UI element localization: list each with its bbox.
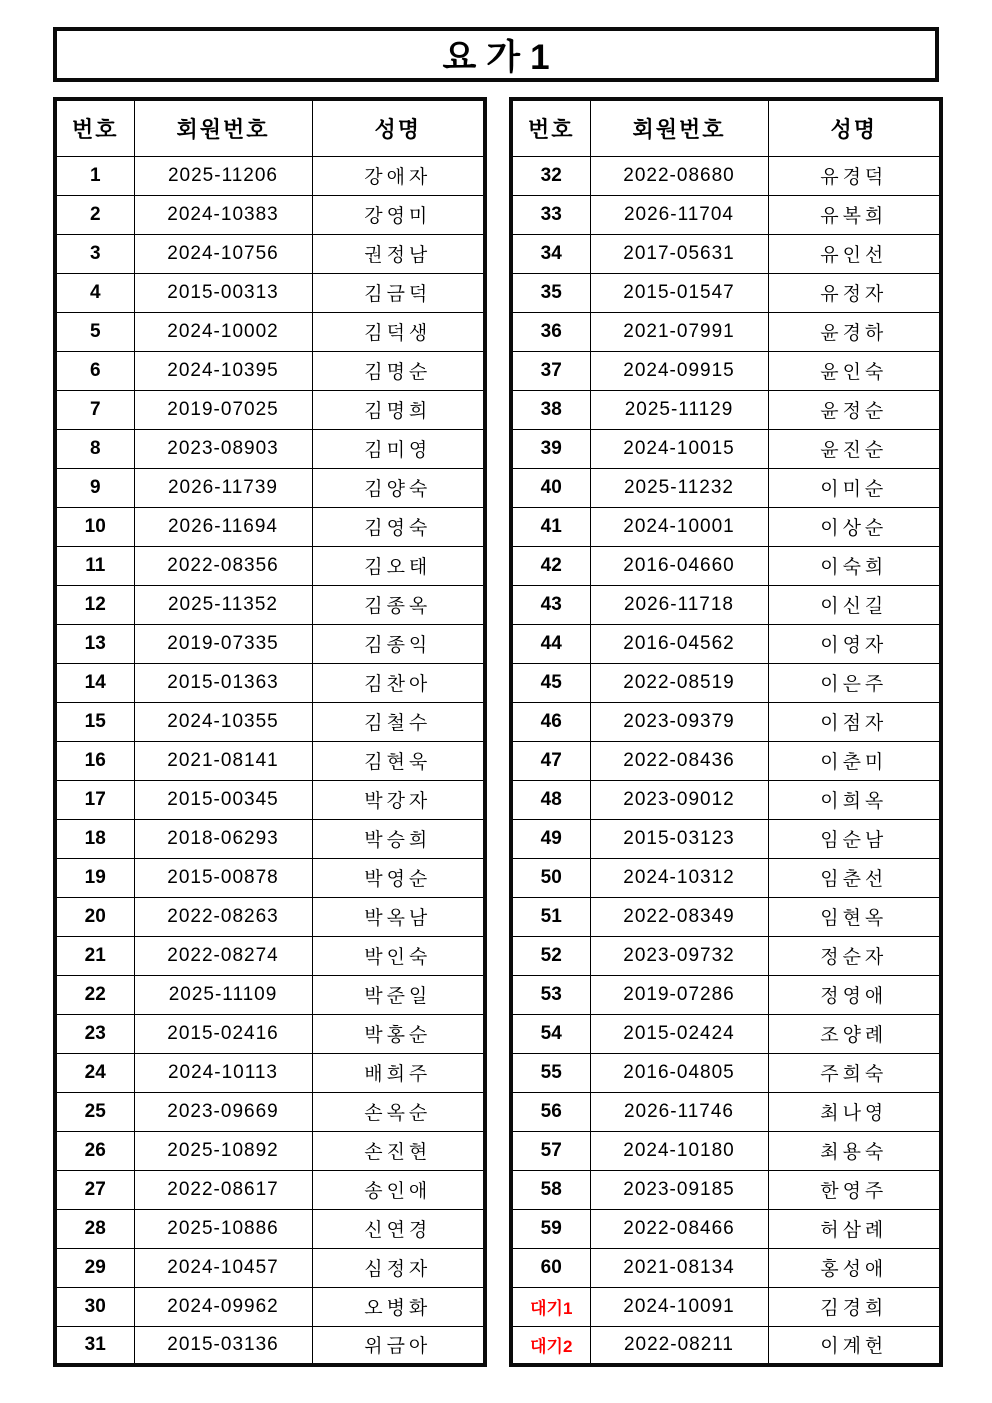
member-name: 유복희 <box>768 195 941 234</box>
member-name: 강영미 <box>312 195 485 234</box>
member-number: 2025-10886 <box>134 1209 312 1248</box>
table-row <box>55 1014 485 1053</box>
member-number: 2015-02416 <box>134 1014 312 1053</box>
member-number: 2022-08349 <box>590 897 768 936</box>
member-number: 2015-00878 <box>134 858 312 897</box>
row-number: 35 <box>511 273 590 312</box>
table-row <box>55 273 485 312</box>
table-row <box>55 234 485 273</box>
row-number: 27 <box>55 1170 134 1209</box>
member-name: 배희주 <box>312 1053 485 1092</box>
member-name: 이은주 <box>768 663 941 702</box>
table-row <box>511 741 941 780</box>
member-number: 2019-07025 <box>134 390 312 429</box>
member-number: 2024-10312 <box>590 858 768 897</box>
member-name: 김양숙 <box>312 468 485 507</box>
table-row <box>55 663 485 702</box>
row-number: 18 <box>55 819 134 858</box>
row-number: 25 <box>55 1092 134 1131</box>
member-number: 2025-11129 <box>590 390 768 429</box>
row-number: 19 <box>55 858 134 897</box>
header-row <box>55 99 485 156</box>
row-number: 16 <box>55 741 134 780</box>
table-row <box>55 468 485 507</box>
row-number: 53 <box>511 975 590 1014</box>
row-number: 21 <box>55 936 134 975</box>
member-name: 윤진순 <box>768 429 941 468</box>
row-number: 37 <box>511 351 590 390</box>
table-row <box>511 975 941 1014</box>
table-row <box>55 1287 485 1326</box>
member-name: 최용숙 <box>768 1131 941 1170</box>
row-number: 54 <box>511 1014 590 1053</box>
row-number: 34 <box>511 234 590 273</box>
table-row <box>511 1014 941 1053</box>
member-name: 김현욱 <box>312 741 485 780</box>
member-number: 2022-08263 <box>134 897 312 936</box>
member-name: 김명순 <box>312 351 485 390</box>
row-number: 9 <box>55 468 134 507</box>
row-number: 2 <box>55 195 134 234</box>
row-number: 30 <box>55 1287 134 1326</box>
table-row <box>55 975 485 1014</box>
row-number: 11 <box>55 546 134 585</box>
table-row <box>511 390 941 429</box>
member-number: 2015-01547 <box>590 273 768 312</box>
member-number: 2024-10091 <box>590 1287 768 1326</box>
member-number: 2025-11232 <box>590 468 768 507</box>
member-number: 2025-11109 <box>134 975 312 1014</box>
column-header-no: 번호 <box>55 99 134 156</box>
row-number: 14 <box>55 663 134 702</box>
member-name: 박승희 <box>312 819 485 858</box>
member-number: 2026-11704 <box>590 195 768 234</box>
header-row <box>511 99 941 156</box>
member-number: 2023-09012 <box>590 780 768 819</box>
member-name: 임현옥 <box>768 897 941 936</box>
member-name: 김종익 <box>312 624 485 663</box>
table-row <box>55 1131 485 1170</box>
table-row <box>511 468 941 507</box>
row-number: 23 <box>55 1014 134 1053</box>
member-name: 권정남 <box>312 234 485 273</box>
roster-table-right <box>509 97 943 1367</box>
member-name: 주희숙 <box>768 1053 941 1092</box>
member-name: 허삼례 <box>768 1209 941 1248</box>
row-number: 59 <box>511 1209 590 1248</box>
row-number: 39 <box>511 429 590 468</box>
table-row <box>511 858 941 897</box>
member-number: 2024-10395 <box>134 351 312 390</box>
row-number: 55 <box>511 1053 590 1092</box>
member-name: 김금덕 <box>312 273 485 312</box>
row-number: 49 <box>511 819 590 858</box>
member-number: 2015-01363 <box>134 663 312 702</box>
member-number: 2021-08141 <box>134 741 312 780</box>
row-number: 7 <box>55 390 134 429</box>
member-name: 임순남 <box>768 819 941 858</box>
member-number: 2016-04660 <box>590 546 768 585</box>
row-number: 57 <box>511 1131 590 1170</box>
member-name: 이계헌 <box>768 1326 941 1365</box>
member-number: 2026-11694 <box>134 507 312 546</box>
member-name: 윤인숙 <box>768 351 941 390</box>
row-number: 42 <box>511 546 590 585</box>
table-row <box>511 507 941 546</box>
row-number: 28 <box>55 1209 134 1248</box>
row-number: 17 <box>55 780 134 819</box>
member-name: 이춘미 <box>768 741 941 780</box>
table-row <box>511 819 941 858</box>
member-name: 박영순 <box>312 858 485 897</box>
member-number: 2018-06293 <box>134 819 312 858</box>
table-row <box>55 1209 485 1248</box>
table-row <box>511 585 941 624</box>
member-number: 2026-11739 <box>134 468 312 507</box>
table-row <box>55 819 485 858</box>
member-number: 2025-10892 <box>134 1131 312 1170</box>
member-number: 2022-08466 <box>590 1209 768 1248</box>
member-name: 김경희 <box>768 1287 941 1326</box>
table-row <box>511 1092 941 1131</box>
member-name: 박강자 <box>312 780 485 819</box>
table-row <box>511 273 941 312</box>
member-number: 2024-09915 <box>590 351 768 390</box>
member-number: 2024-10756 <box>134 234 312 273</box>
row-number: 32 <box>511 156 590 195</box>
member-name: 위금아 <box>312 1326 485 1365</box>
member-name: 이영자 <box>768 624 941 663</box>
table-row <box>55 624 485 663</box>
table-row <box>511 1248 941 1287</box>
table-row <box>55 585 485 624</box>
table-row <box>511 702 941 741</box>
member-name: 유인선 <box>768 234 941 273</box>
member-name: 윤정순 <box>768 390 941 429</box>
table-row <box>55 1053 485 1092</box>
member-number: 2015-03123 <box>590 819 768 858</box>
member-name: 손진현 <box>312 1131 485 1170</box>
row-number: 24 <box>55 1053 134 1092</box>
row-number: 44 <box>511 624 590 663</box>
member-number: 2021-08134 <box>590 1248 768 1287</box>
member-name: 박옥남 <box>312 897 485 936</box>
member-name: 손옥순 <box>312 1092 485 1131</box>
column-header-name: 성명 <box>768 99 941 156</box>
row-number: 56 <box>511 1092 590 1131</box>
table-row <box>511 624 941 663</box>
member-name: 정순자 <box>768 936 941 975</box>
member-name: 김영숙 <box>312 507 485 546</box>
table-row <box>511 312 941 351</box>
row-number: 8 <box>55 429 134 468</box>
row-number: 36 <box>511 312 590 351</box>
member-number: 2023-09185 <box>590 1170 768 1209</box>
member-number: 2026-11718 <box>590 585 768 624</box>
member-number: 2025-11352 <box>134 585 312 624</box>
table-row <box>511 1326 941 1365</box>
row-number: 31 <box>55 1326 134 1365</box>
member-number: 2023-08903 <box>134 429 312 468</box>
member-name: 유정자 <box>768 273 941 312</box>
member-name: 최나영 <box>768 1092 941 1131</box>
row-number: 13 <box>55 624 134 663</box>
row-number: 60 <box>511 1248 590 1287</box>
table-row <box>511 156 941 195</box>
member-number: 2023-09732 <box>590 936 768 975</box>
member-name: 한영주 <box>768 1170 941 1209</box>
table-row <box>511 897 941 936</box>
row-number: 50 <box>511 858 590 897</box>
row-number: 26 <box>55 1131 134 1170</box>
row-waitlist-label: 대기2 <box>511 1326 590 1365</box>
table-row <box>55 312 485 351</box>
row-number: 15 <box>55 702 134 741</box>
table-row <box>55 195 485 234</box>
member-name: 김미영 <box>312 429 485 468</box>
column-header-name: 성명 <box>312 99 485 156</box>
member-name: 오병화 <box>312 1287 485 1326</box>
member-name: 이점자 <box>768 702 941 741</box>
row-number: 10 <box>55 507 134 546</box>
member-name: 심정자 <box>312 1248 485 1287</box>
table-row <box>55 702 485 741</box>
member-number: 2022-08436 <box>590 741 768 780</box>
column-header-member-number: 회원번호 <box>590 99 768 156</box>
row-number: 29 <box>55 1248 134 1287</box>
row-number: 46 <box>511 702 590 741</box>
member-name: 박준일 <box>312 975 485 1014</box>
column-header-member-number: 회원번호 <box>134 99 312 156</box>
row-number: 48 <box>511 780 590 819</box>
member-name: 홍성애 <box>768 1248 941 1287</box>
member-number: 2022-08274 <box>134 936 312 975</box>
table-row <box>55 546 485 585</box>
member-number: 2017-05631 <box>590 234 768 273</box>
table-row <box>511 1053 941 1092</box>
member-number: 2015-00313 <box>134 273 312 312</box>
row-number: 12 <box>55 585 134 624</box>
row-number: 51 <box>511 897 590 936</box>
member-name: 임춘선 <box>768 858 941 897</box>
member-name: 김덕생 <box>312 312 485 351</box>
row-number: 5 <box>55 312 134 351</box>
member-name: 김명희 <box>312 390 485 429</box>
table-row <box>55 897 485 936</box>
member-number: 2015-02424 <box>590 1014 768 1053</box>
member-name: 이숙희 <box>768 546 941 585</box>
table-row <box>511 936 941 975</box>
member-name: 김찬아 <box>312 663 485 702</box>
member-name: 강애자 <box>312 156 485 195</box>
member-number: 2024-10113 <box>134 1053 312 1092</box>
member-number: 2024-10383 <box>134 195 312 234</box>
row-number: 38 <box>511 390 590 429</box>
member-number: 2019-07286 <box>590 975 768 1014</box>
member-name: 김철수 <box>312 702 485 741</box>
table-row <box>511 351 941 390</box>
member-name: 박홍순 <box>312 1014 485 1053</box>
row-number: 40 <box>511 468 590 507</box>
table-row <box>55 1248 485 1287</box>
table-row <box>55 936 485 975</box>
member-name: 유경덕 <box>768 156 941 195</box>
member-number: 2016-04562 <box>590 624 768 663</box>
row-number: 6 <box>55 351 134 390</box>
table-row <box>55 507 485 546</box>
member-name: 이희옥 <box>768 780 941 819</box>
member-name: 박인숙 <box>312 936 485 975</box>
table-row <box>55 780 485 819</box>
row-number: 52 <box>511 936 590 975</box>
member-number: 2019-07335 <box>134 624 312 663</box>
table-row <box>511 546 941 585</box>
table-row <box>511 1170 941 1209</box>
row-number: 45 <box>511 663 590 702</box>
roster-table-left <box>53 97 487 1367</box>
table-row <box>511 234 941 273</box>
member-number: 2023-09669 <box>134 1092 312 1131</box>
table-row <box>55 858 485 897</box>
member-number: 2022-08356 <box>134 546 312 585</box>
member-number: 2022-08617 <box>134 1170 312 1209</box>
member-name: 신연경 <box>312 1209 485 1248</box>
member-name: 김종옥 <box>312 585 485 624</box>
table-row <box>511 663 941 702</box>
table-row <box>511 429 941 468</box>
table-row <box>511 195 941 234</box>
member-name: 정영애 <box>768 975 941 1014</box>
table-row <box>55 1326 485 1365</box>
member-number: 2022-08211 <box>590 1326 768 1365</box>
member-number: 2021-07991 <box>590 312 768 351</box>
row-number: 58 <box>511 1170 590 1209</box>
row-number: 1 <box>55 156 134 195</box>
member-number: 2022-08680 <box>590 156 768 195</box>
row-number: 3 <box>55 234 134 273</box>
table-row <box>55 1092 485 1131</box>
member-number: 2026-11746 <box>590 1092 768 1131</box>
table-row <box>55 1170 485 1209</box>
member-number: 2024-10002 <box>134 312 312 351</box>
row-waitlist-label: 대기1 <box>511 1287 590 1326</box>
table-row <box>55 156 485 195</box>
member-name: 송인애 <box>312 1170 485 1209</box>
member-number: 2024-09962 <box>134 1287 312 1326</box>
member-number: 2024-10457 <box>134 1248 312 1287</box>
member-number: 2024-10180 <box>590 1131 768 1170</box>
member-number: 2024-10001 <box>590 507 768 546</box>
member-name: 김오태 <box>312 546 485 585</box>
row-number: 47 <box>511 741 590 780</box>
member-number: 2016-04805 <box>590 1053 768 1092</box>
table-row <box>55 351 485 390</box>
row-number: 4 <box>55 273 134 312</box>
member-number: 2022-08519 <box>590 663 768 702</box>
row-number: 22 <box>55 975 134 1014</box>
row-number: 20 <box>55 897 134 936</box>
column-header-no: 번호 <box>511 99 590 156</box>
table-row <box>511 1131 941 1170</box>
member-number: 2015-00345 <box>134 780 312 819</box>
member-name: 이미순 <box>768 468 941 507</box>
title-box <box>53 27 939 82</box>
row-number: 43 <box>511 585 590 624</box>
member-number: 2024-10355 <box>134 702 312 741</box>
row-number: 33 <box>511 195 590 234</box>
member-name: 이신길 <box>768 585 941 624</box>
table-row <box>55 390 485 429</box>
member-number: 2024-10015 <box>590 429 768 468</box>
member-number: 2023-09379 <box>590 702 768 741</box>
table-row <box>55 429 485 468</box>
table-row <box>55 741 485 780</box>
member-name: 조양례 <box>768 1014 941 1053</box>
table-row <box>511 1209 941 1248</box>
member-name: 이상순 <box>768 507 941 546</box>
table-row <box>511 1287 941 1326</box>
member-number: 2025-11206 <box>134 156 312 195</box>
table-row <box>511 780 941 819</box>
member-name: 윤경하 <box>768 312 941 351</box>
row-number: 41 <box>511 507 590 546</box>
page-title: 요가1 <box>442 37 560 77</box>
member-number: 2015-03136 <box>134 1326 312 1365</box>
